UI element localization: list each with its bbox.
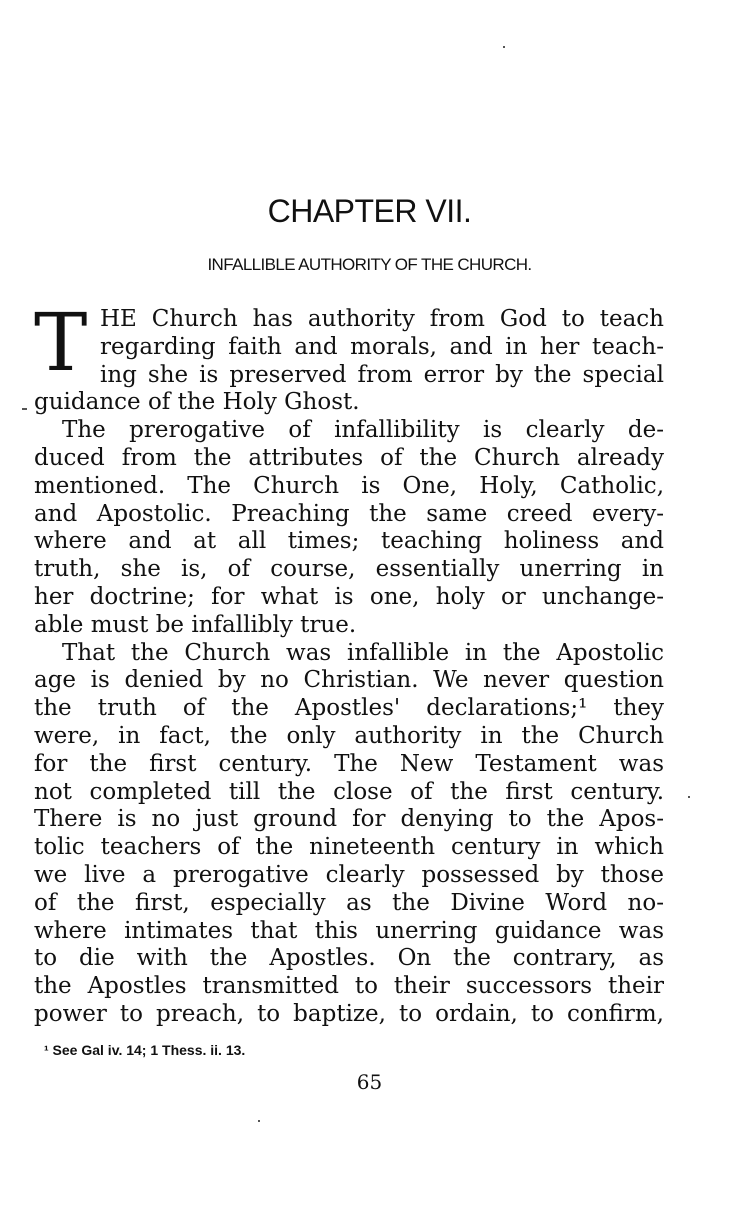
text-line: ing she is preserved from error by the special [100,361,664,388]
text-line: able must be infallibly true. [34,611,357,638]
text-line: truth, she is, of course, essentially unerring in [34,556,664,583]
text-line: tolic teachers of the nineteenth century in which [34,834,664,861]
text-line: we live a prerogative clearly possessed by those [34,861,664,888]
chapter-title: CHAPTER VII. [267,193,472,229]
drop-cap: T [34,296,88,389]
text-line: the Apostles transmitted to their successors their [34,973,664,1000]
text-line: where intimates that this unerring guidance was [34,917,664,944]
text-line: were, in fact, the only authority in the Church [34,722,664,749]
text-line: of the first, especially as the Divine Word no- [34,889,664,916]
text-line: regarding faith and morals, and in her teach- [100,333,664,360]
footnote: ¹ See Gal iv. 14; 1 Thess. ii. 13. [44,1042,246,1058]
text-line: to die with the Apostles. On the contrary, as [34,945,664,972]
text-line: That the Church was infallible in the Apostolic [62,639,664,666]
text-line: age is denied by no Christian. We never question [34,667,664,694]
speck [503,46,505,48]
page-number: 65 [356,1070,383,1094]
text-line: the truth of the Apostles' declarations;¹ they [34,695,664,722]
text-line: HE Church has authority from God to teach [100,306,664,332]
text-line: The prerogative of infallibility is clearly de- [62,417,664,444]
text-line: There is no just ground for denying to the Apos- [34,806,664,833]
text-line: not completed till the close of the first century. [34,778,664,805]
text-line: for the first century. The New Testament was [34,750,664,777]
text-line: duced from the attributes of the Church already [34,444,664,471]
speck [258,1120,260,1122]
text-line: her doctrine; for what is one, holy or unchange- [34,583,664,610]
text-line: and Apostolic. Preaching the same creed every- [34,500,664,527]
text-line: where and at all times; teaching holiness and [34,528,664,555]
chapter-body [34,296,664,1029]
text-line: mentioned. The Church is One, Holy, Catholic, [34,472,664,499]
text-line: power to preach, to baptize, to ordain, to confirm, [34,1000,664,1027]
speck [22,408,27,410]
speck [688,796,690,798]
text-line: guidance of the Holy Ghost. [34,389,360,416]
chapter-subtitle: INFALLIBLE AUTHORITY OF THE CHURCH. [207,255,532,274]
